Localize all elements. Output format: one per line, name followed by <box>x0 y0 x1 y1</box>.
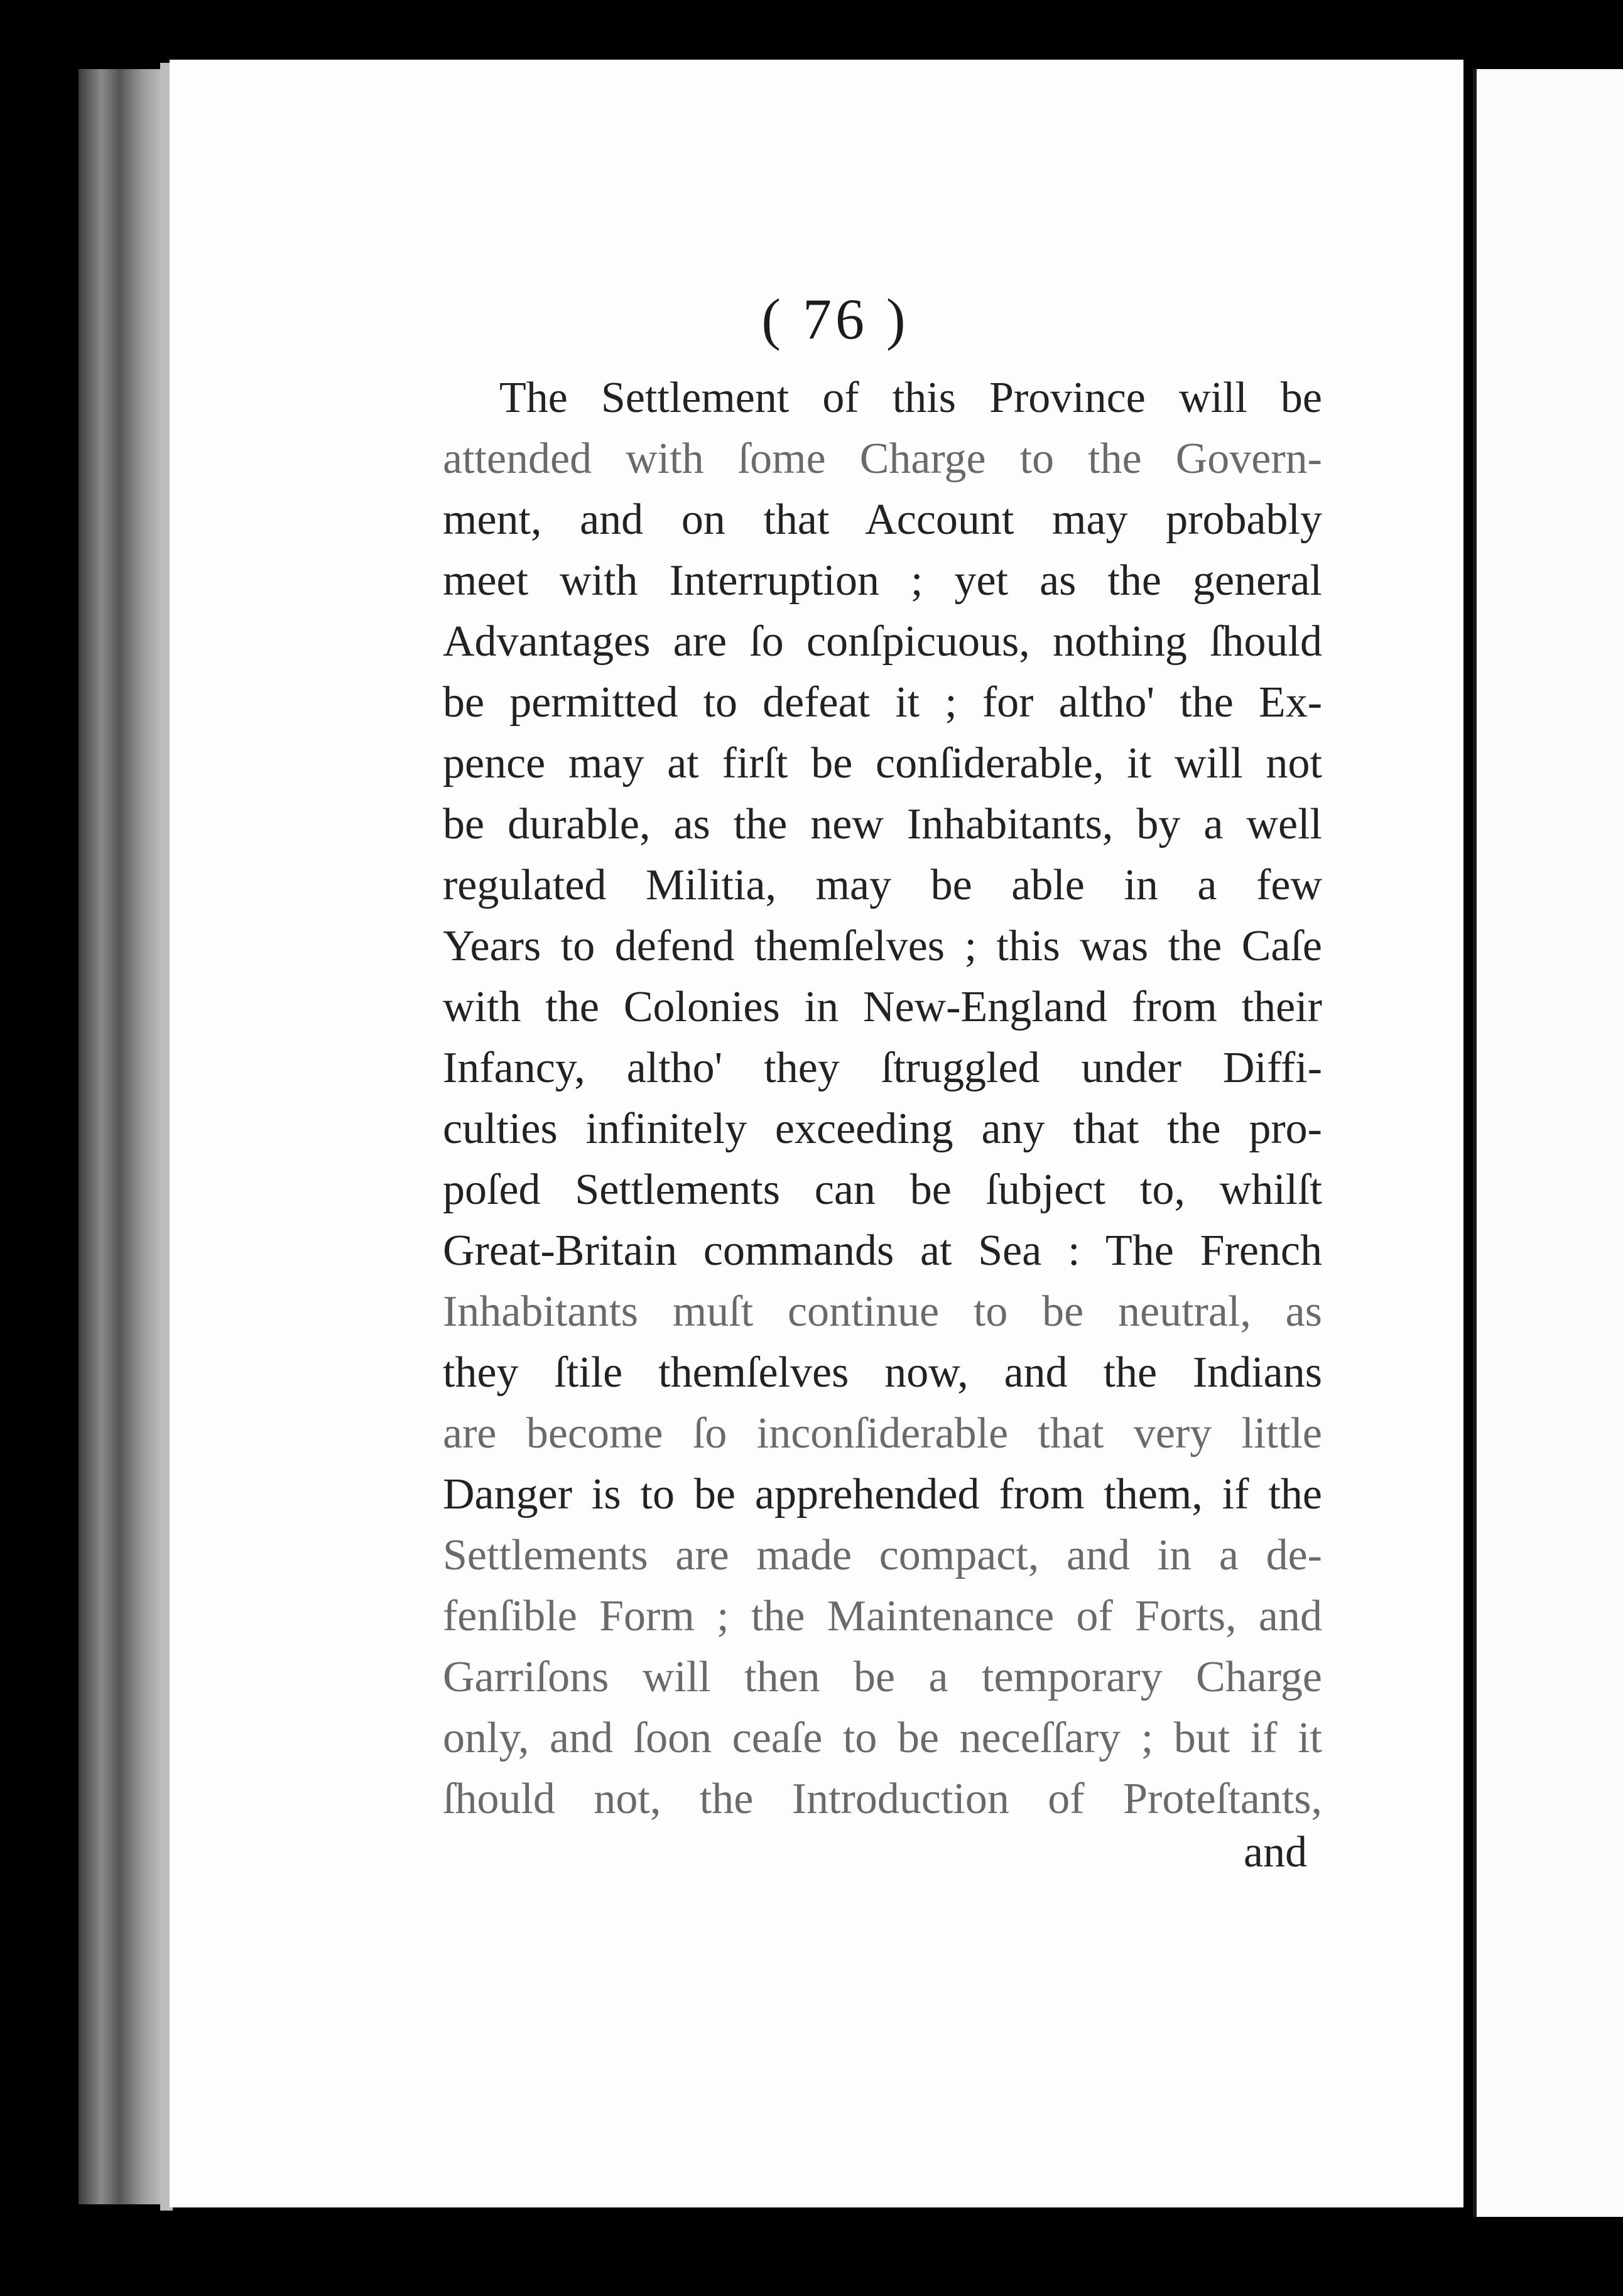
facing-page-edge <box>1473 69 1623 2217</box>
text-line: culties infinitely exceeding any that the pro- <box>443 1105 1322 1153</box>
text-line: are become ſo inconſiderable that very little <box>443 1409 1322 1458</box>
text-line: ſhould not, the Introduction of Proteſtants, <box>443 1775 1322 1823</box>
text-line: Settlements are made compact, and in a de- <box>443 1531 1322 1579</box>
text-line: with the Colonies in New-England from their <box>443 983 1322 1031</box>
page-body-text <box>443 367 1322 1829</box>
text-line: Infancy, altho' they ſtruggled under Diffi- <box>443 1044 1322 1092</box>
text-line: Inhabitants muſt continue to be neutral, as <box>443 1287 1322 1336</box>
book-spine <box>79 69 170 2204</box>
text-line: only, and ſoon ceaſe to be neceſſary ; but if it <box>443 1714 1322 1762</box>
text-line: regulated Militia, may be able in a few <box>443 861 1322 909</box>
text-line: Garriſons will then be a temporary Charge <box>443 1653 1322 1701</box>
text-line: The Settlement of this Province will be <box>499 374 1322 422</box>
catchword: and <box>1244 1828 1308 1876</box>
text-line: they ſtile themſelves now, and the Indians <box>443 1348 1322 1397</box>
text-line: be permitted to defeat it ; for altho' the Ex- <box>443 678 1322 727</box>
text-line: Great-Britain commands at Sea : The French <box>443 1227 1322 1275</box>
text-line: pence may at firſt be conſiderable, it will not <box>443 739 1322 788</box>
text-line: Years to defend themſelves ; this was the Caſe <box>443 922 1322 970</box>
text-line: Advantages are ſo conſpicuous, nothing ſhould <box>443 617 1322 666</box>
text-line: be durable, as the new Inhabitants, by a well <box>443 800 1322 848</box>
text-line: attended with ſome Charge to the Govern- <box>443 435 1322 483</box>
page-number: ( 76 ) <box>761 287 909 351</box>
text-line: meet with Interruption ; yet as the general <box>443 556 1322 605</box>
text-line: fenſible Form ; the Maintenance of Forts, and <box>443 1592 1322 1640</box>
text-line: poſed Settlements can be ſubject to, whilſt <box>443 1166 1322 1214</box>
text-line: ment, and on that Account may probably <box>443 495 1322 544</box>
text-line: Danger is to be apprehended from them, if the <box>443 1470 1322 1519</box>
